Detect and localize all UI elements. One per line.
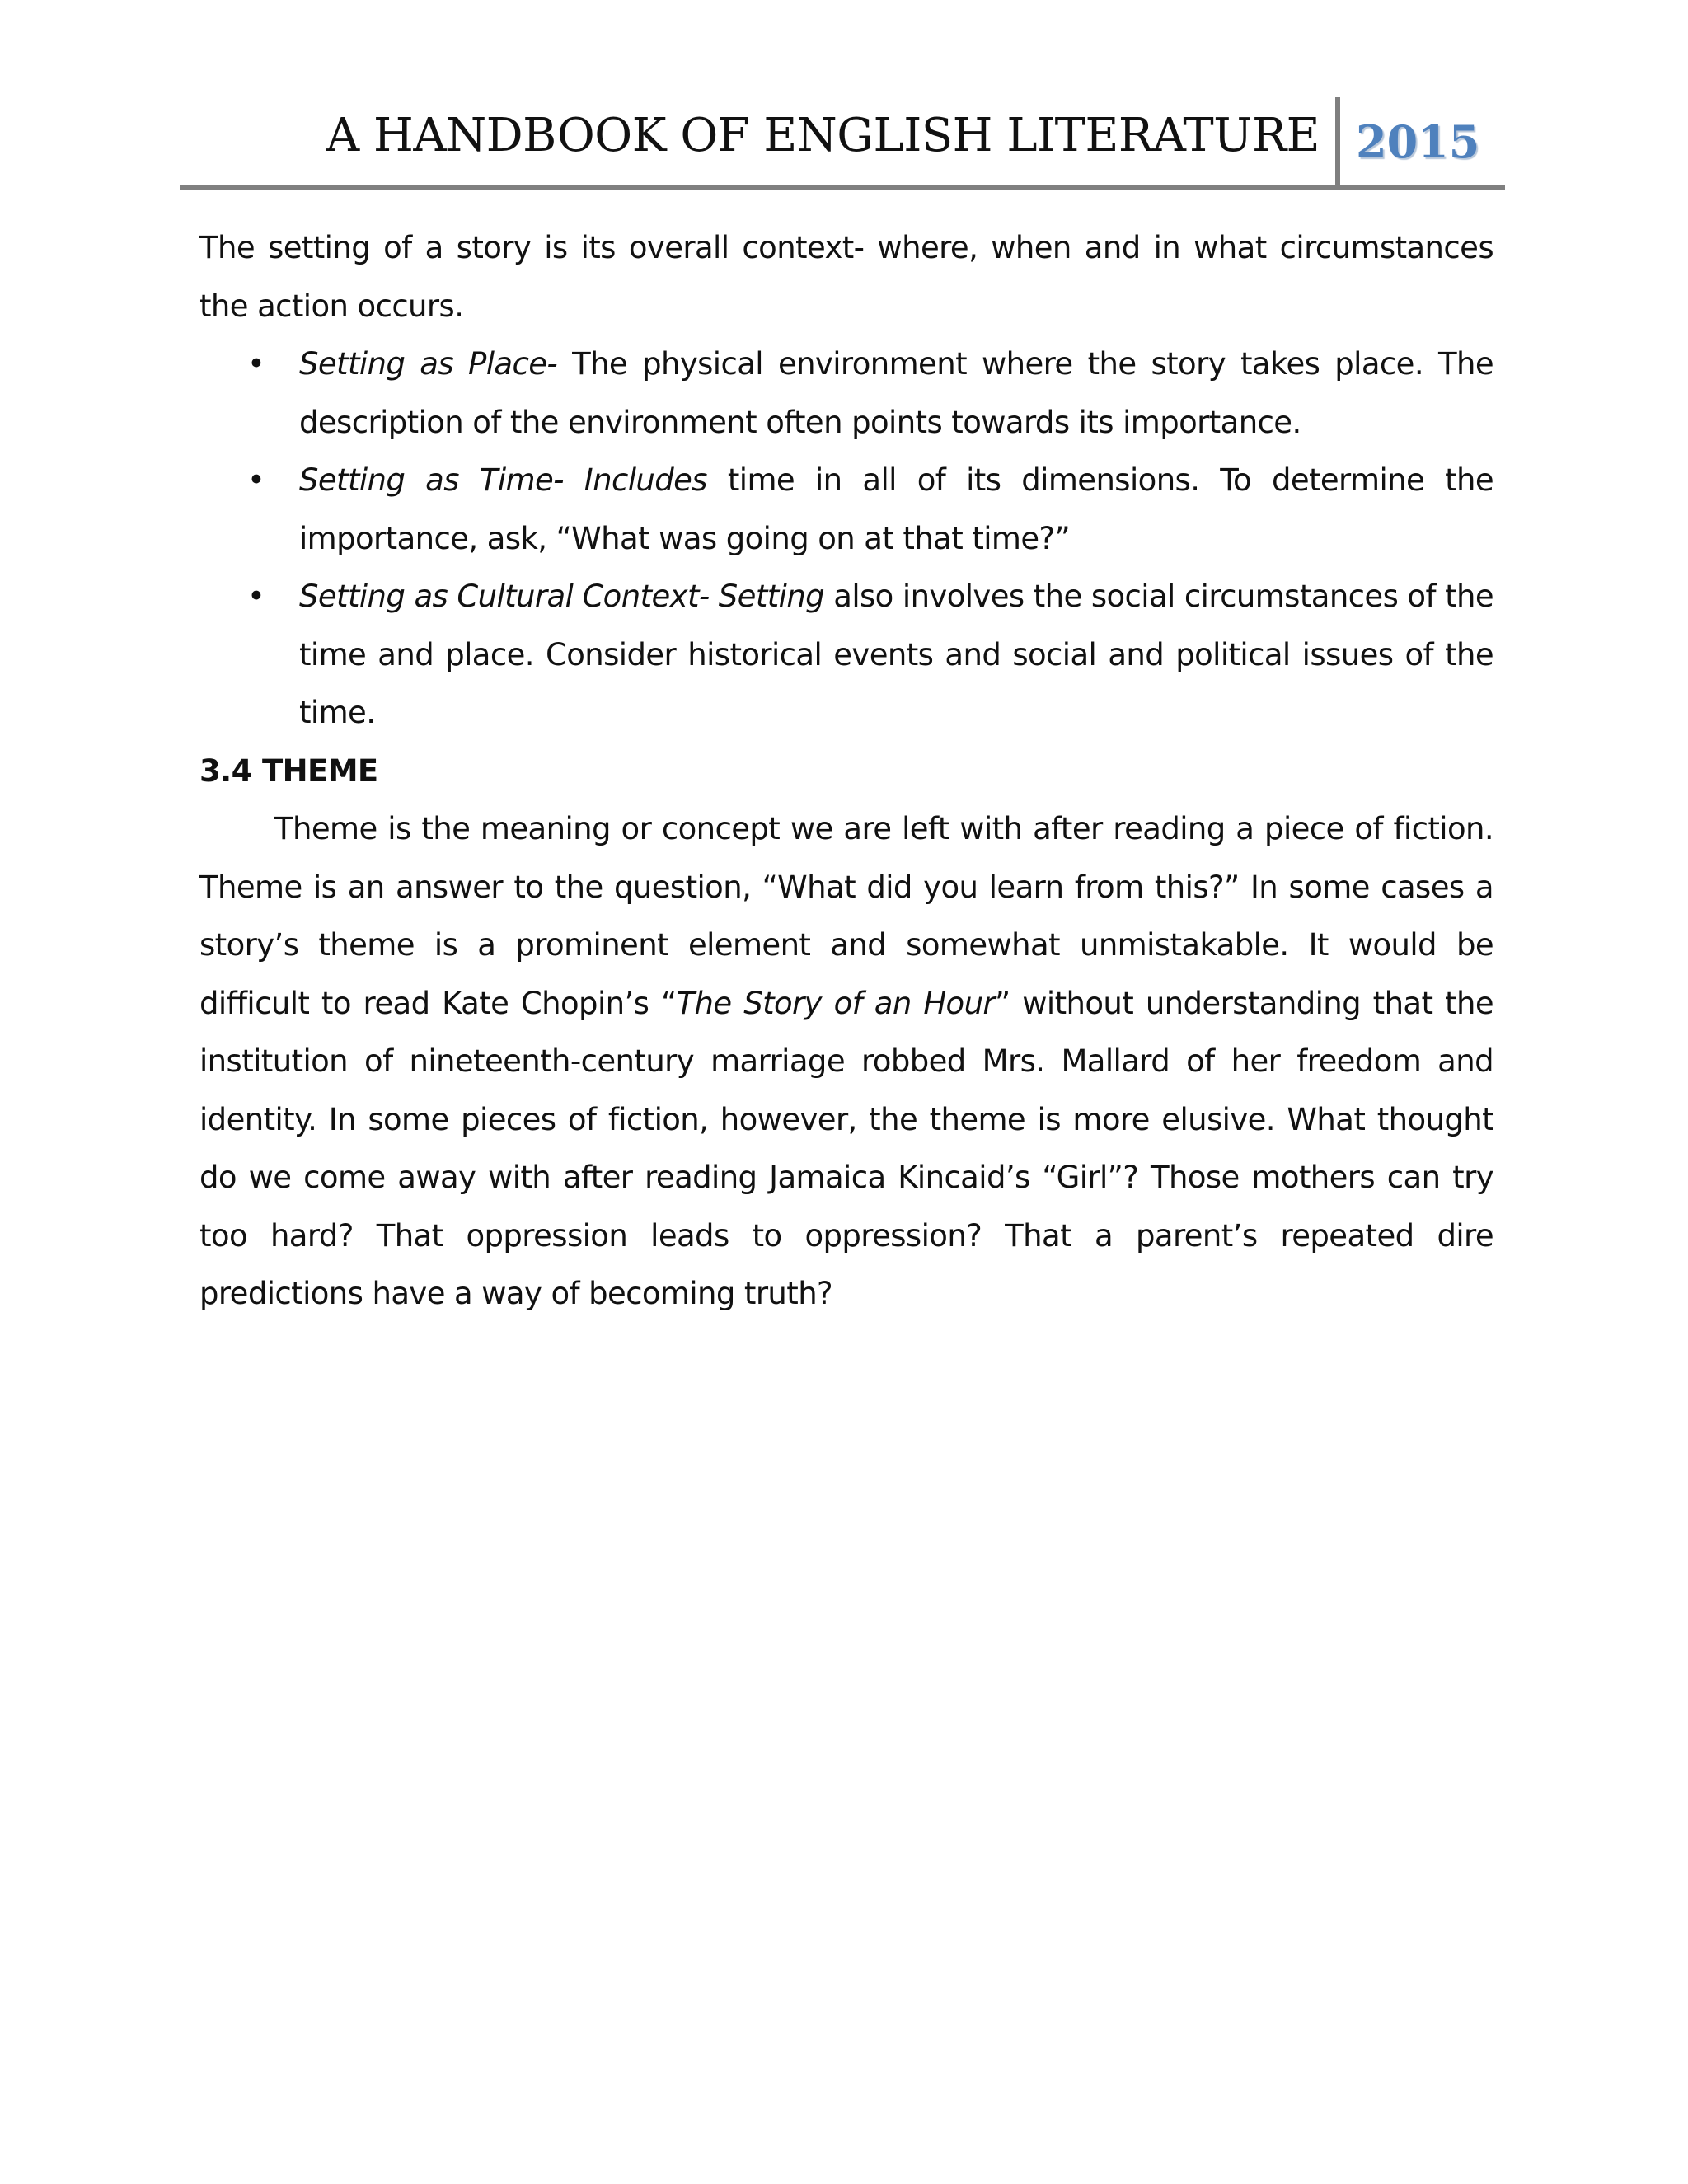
bullet-lead: Setting as Cultural Context- Setting [299, 579, 825, 614]
bullet-setting-place [199, 335, 1493, 452]
page-header [180, 97, 1505, 190]
header-title: A HANDBOOK OF ENGLISH LITERATURE [326, 109, 1320, 162]
section-heading: 3.4 THEME [199, 752, 378, 789]
setting-bullet-list [199, 335, 1493, 743]
story-title: The Story of an Hour [676, 985, 996, 1021]
bullet-icon: • [247, 462, 265, 498]
bullet-icon: • [247, 579, 265, 614]
bullet-icon: • [247, 346, 265, 382]
bullet-setting-cultural-context [199, 568, 1493, 743]
bullet-text: also involves the social circumstances of the time and place. Consider historical events and social and political issues of the time. [299, 579, 1493, 730]
bullet-lead: Setting as Time- Includes [299, 462, 707, 498]
bullet-setting-time [199, 452, 1493, 568]
header-rule [180, 185, 1505, 190]
theme-text-before: Theme is the meaning or concept we are left with after reading a piece of fiction. Theme is an answer to the question, “What did you learn from this?” In some cases a story’s theme is a prominent element and somewhat unmistakable. It would be difficult to read Kate Chopin’s “ [199, 811, 1493, 1021]
page-body [199, 219, 1493, 1324]
theme-text-after: ” without understanding that the institution of nineteenth-century marriage robbed Mrs. Mallard of her freedom and identity. In some pieces of fiction, however, the theme is more elusive. What thought do we come away with after reading Jamaica Kincaid’s “Girl”? Those mothers can try too hard? That oppression leads to oppression? That a parent’s repeated dire predictions have a way of becoming truth? [199, 985, 1493, 1311]
intro-paragraph: The setting of a story is its overall context- where, when and in what circumstances the action occurs. [199, 230, 1493, 324]
bullet-lead: Setting as Place- [299, 346, 558, 382]
bullet-text: The physical environment where the story takes place. The description of the environment often points towards its importance. [299, 346, 1493, 440]
theme-paragraph [199, 800, 1493, 1324]
header-year: 2015 [1356, 115, 1480, 168]
header-divider [1335, 97, 1340, 185]
bullet-text: time in all of its dimensions. To determine the importance, ask, “What was going on at that time?” [299, 462, 1493, 556]
